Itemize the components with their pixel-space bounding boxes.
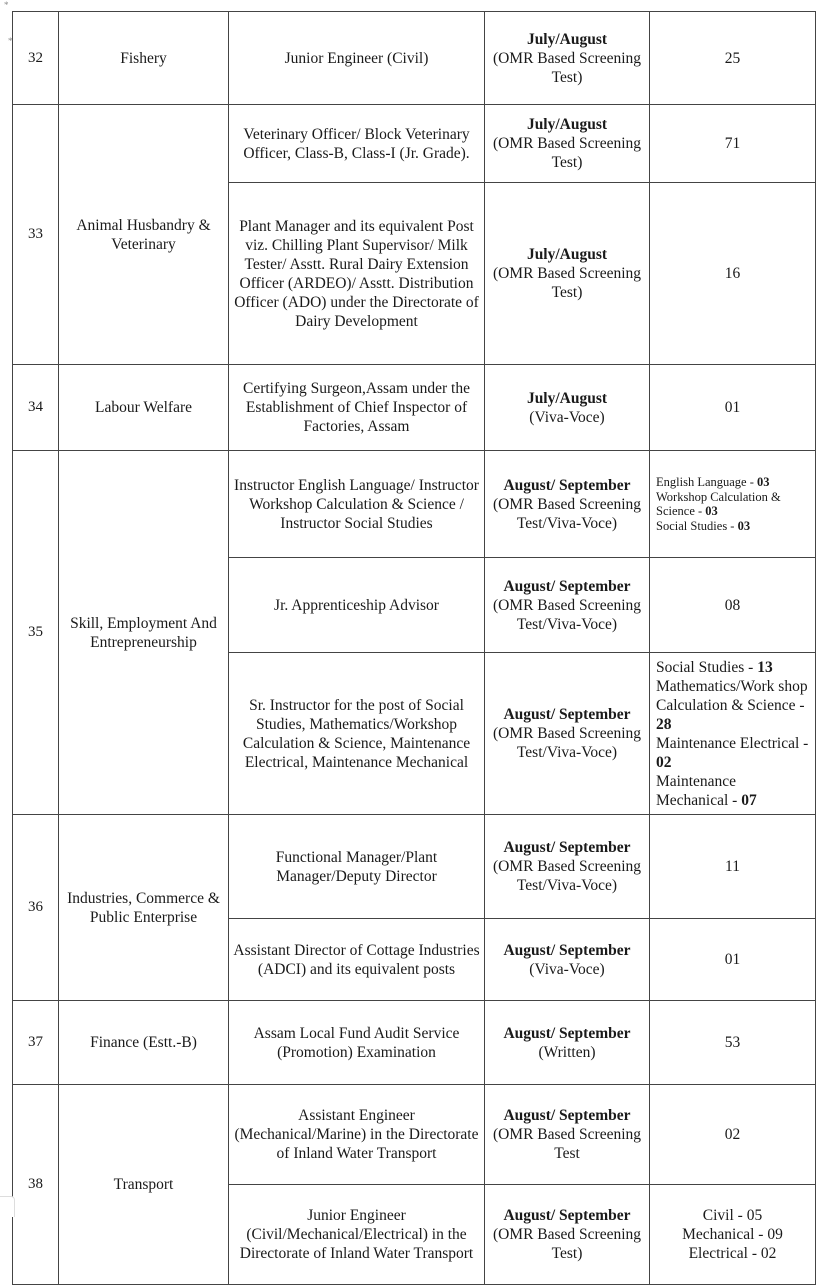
schedule-month: August/ September	[503, 839, 631, 856]
table-row	[13, 12, 816, 105]
vacancy-line: Mechanical - 09	[682, 1226, 783, 1243]
vacancy-count	[650, 12, 816, 105]
serial-number: 38	[13, 1085, 59, 1285]
post-name: Assistant Director of Cottage Industries (ADCI) and its equivalent posts	[229, 919, 485, 1001]
post-name: Certifying Surgeon,Assam under the Establishment of Chief Inspector of Factories, Assam	[229, 365, 485, 451]
post-name: Junior Engineer (Civil/Mechanical/Electrical) in the Directorate of Inland Water Transport	[229, 1185, 485, 1285]
vacancy-line: 01	[724, 399, 741, 416]
vacancy-line	[656, 734, 811, 772]
vacancy-count	[650, 1085, 816, 1185]
schedule-mode: (OMR Based Screening Test)	[492, 49, 642, 86]
exam-schedule	[485, 183, 650, 365]
schedule-mode: (OMR Based Screening Test/Viva-Voce)	[492, 858, 642, 894]
vacancy-subject: English Language -	[656, 475, 758, 489]
table-row	[13, 451, 816, 558]
exam-schedule	[485, 653, 650, 815]
vacancy-line	[656, 677, 811, 734]
schedule-mode: (OMR Based Screening Test	[492, 1126, 642, 1162]
vacancy-breakdown	[650, 653, 816, 815]
schedule-month: August/ September	[503, 577, 631, 595]
schedule-month: August/ September	[503, 941, 631, 959]
vacancy-count	[650, 558, 816, 653]
schedule-mode: (Viva-Voce)	[529, 960, 605, 978]
serial-number: 36	[13, 815, 59, 1001]
department-name: Transport	[59, 1085, 229, 1285]
vacancy-line	[656, 519, 811, 534]
vacancy-number: 07	[741, 791, 757, 809]
scan-mark-side: *	[8, 36, 13, 46]
department-name: Finance (Estt.-B)	[59, 1001, 229, 1085]
vacancy-line: 11	[725, 858, 740, 875]
schedule-mode: (OMR Based Screening Test)	[492, 135, 642, 171]
vacancy-breakdown	[650, 451, 816, 558]
serial-number: 37	[13, 1001, 59, 1085]
post-name: Junior Engineer (Civil)	[229, 12, 485, 105]
post-name: Plant Manager and its equivalent Post viz. Chilling Plant Supervisor/ Milk Tester/ Asstt. Rural Dairy Extension Officer (ARDEO)/ Asstt. Distribution Officer (ADO) under the Directorate of Dairy Development	[229, 183, 485, 365]
vacancy-line: 25	[724, 49, 741, 67]
vacancy-number: 03	[737, 518, 751, 533]
recruitment-schedule-table	[12, 11, 816, 1285]
vacancy-number: 03	[705, 504, 718, 518]
schedule-mode: (OMR Based Screening Test)	[492, 265, 642, 301]
serial-number: 35	[13, 451, 59, 815]
vacancy-line: 02	[724, 1126, 741, 1143]
exam-schedule	[485, 12, 650, 105]
serial-number: 33	[13, 105, 59, 365]
vacancy-count	[650, 919, 816, 1001]
vacancy-count	[650, 1001, 816, 1085]
vacancy-breakdown	[650, 1185, 816, 1285]
table-row	[13, 815, 816, 919]
serial-number: 32	[13, 12, 59, 105]
department-name: Animal Husbandry & Veterinary	[59, 105, 229, 365]
exam-schedule	[485, 558, 650, 653]
schedule-mode: (OMR Based Screening Test)	[492, 1226, 642, 1262]
vacancy-line: 01	[724, 951, 741, 968]
table-row	[13, 1001, 816, 1085]
vacancy-number: 03	[757, 475, 770, 489]
post-name: Sr. Instructor for the post of Social Studies, Mathematics/Workshop Calculation & Science, Maintenance Electrical, Maintenance Mechanical	[229, 653, 485, 815]
vacancy-line: 08	[724, 596, 741, 614]
vacancy-line: Electrical - 02	[688, 1245, 777, 1262]
post-name: Assam Local Fund Audit Service (Promotion) Examination	[229, 1001, 485, 1085]
vacancy-line	[656, 772, 811, 810]
post-name: Assistant Engineer (Mechanical/Marine) in the Directorate of Inland Water Transport	[229, 1085, 485, 1185]
exam-schedule	[485, 815, 650, 919]
serial-number: 34	[13, 365, 59, 451]
department-name: Labour Welfare	[59, 365, 229, 451]
schedule-month: July/August	[526, 389, 608, 407]
schedule-month: July/August	[526, 30, 608, 48]
schedule-month: August/ September	[503, 1107, 631, 1124]
exam-schedule	[485, 1085, 650, 1185]
exam-schedule	[485, 365, 650, 451]
department-name: Fishery	[59, 12, 229, 105]
vacancy-line: 53	[724, 1034, 741, 1051]
vacancy-line: 16	[724, 265, 741, 282]
scan-mark-top: *	[4, 0, 9, 10]
vacancy-subject: Workshop Calculation & Science -	[656, 489, 781, 518]
vacancy-subject: Maintenance Mechanical -	[656, 772, 742, 809]
exam-schedule	[485, 451, 650, 558]
schedule-mode: (OMR Based Screening Test/Viva-Voce)	[492, 495, 642, 532]
vacancy-line: Civil - 05	[702, 1207, 763, 1224]
vacancy-count	[650, 365, 816, 451]
exam-schedule	[485, 105, 650, 183]
schedule-month: July/August	[526, 116, 608, 133]
vacancy-number: 28	[656, 715, 672, 733]
vacancy-count	[650, 183, 816, 365]
vacancy-subject: Social Studies -	[656, 658, 758, 676]
vacancy-number: 02	[656, 753, 672, 771]
viewer-page-tab[interactable]	[0, 1196, 15, 1217]
schedule-month: August/ September	[503, 1207, 631, 1224]
schedule-mode: (Written)	[538, 1043, 596, 1061]
schedule-month: August/ September	[503, 706, 631, 723]
schedule-mode: (OMR Based Screening Test/Viva-Voce)	[492, 725, 642, 761]
vacancy-subject: Social Studies -	[656, 518, 738, 533]
post-name: Functional Manager/Plant Manager/Deputy Director	[229, 815, 485, 919]
vacancy-line	[656, 658, 811, 677]
vacancy-number: 13	[757, 658, 773, 676]
post-name: Veterinary Officer/ Block Veterinary Officer, Class-B, Class-I (Jr. Grade).	[229, 105, 485, 183]
exam-schedule	[485, 919, 650, 1001]
department-name: Skill, Employment And Entrepreneurship	[59, 451, 229, 815]
vacancy-line: 71	[724, 135, 741, 152]
post-name: Jr. Apprenticeship Advisor	[229, 558, 485, 653]
schedule-mode: (OMR Based Screening Test/Viva-Voce)	[492, 596, 642, 633]
table-row	[13, 365, 816, 451]
table-row	[13, 1085, 816, 1185]
exam-schedule	[485, 1001, 650, 1085]
vacancy-subject: Mathematics/Work shop Calculation & Science -	[656, 677, 808, 714]
post-name: Instructor English Language/ Instructor Workshop Calculation & Science / Instructor Social Studies	[229, 451, 485, 558]
schedule-month: August/ September	[503, 1024, 631, 1042]
vacancy-line	[656, 475, 811, 490]
vacancy-count	[650, 815, 816, 919]
vacancy-count	[650, 105, 816, 183]
schedule-month: August/ September	[503, 476, 631, 494]
vacancy-subject: Maintenance Electrical -	[656, 734, 809, 752]
exam-schedule	[485, 1185, 650, 1285]
table-row	[13, 105, 816, 183]
vacancy-line	[656, 490, 811, 519]
schedule-month: July/August	[526, 246, 608, 263]
department-name: Industries, Commerce & Public Enterprise	[59, 815, 229, 1001]
schedule-mode: (Viva-Voce)	[529, 408, 605, 426]
